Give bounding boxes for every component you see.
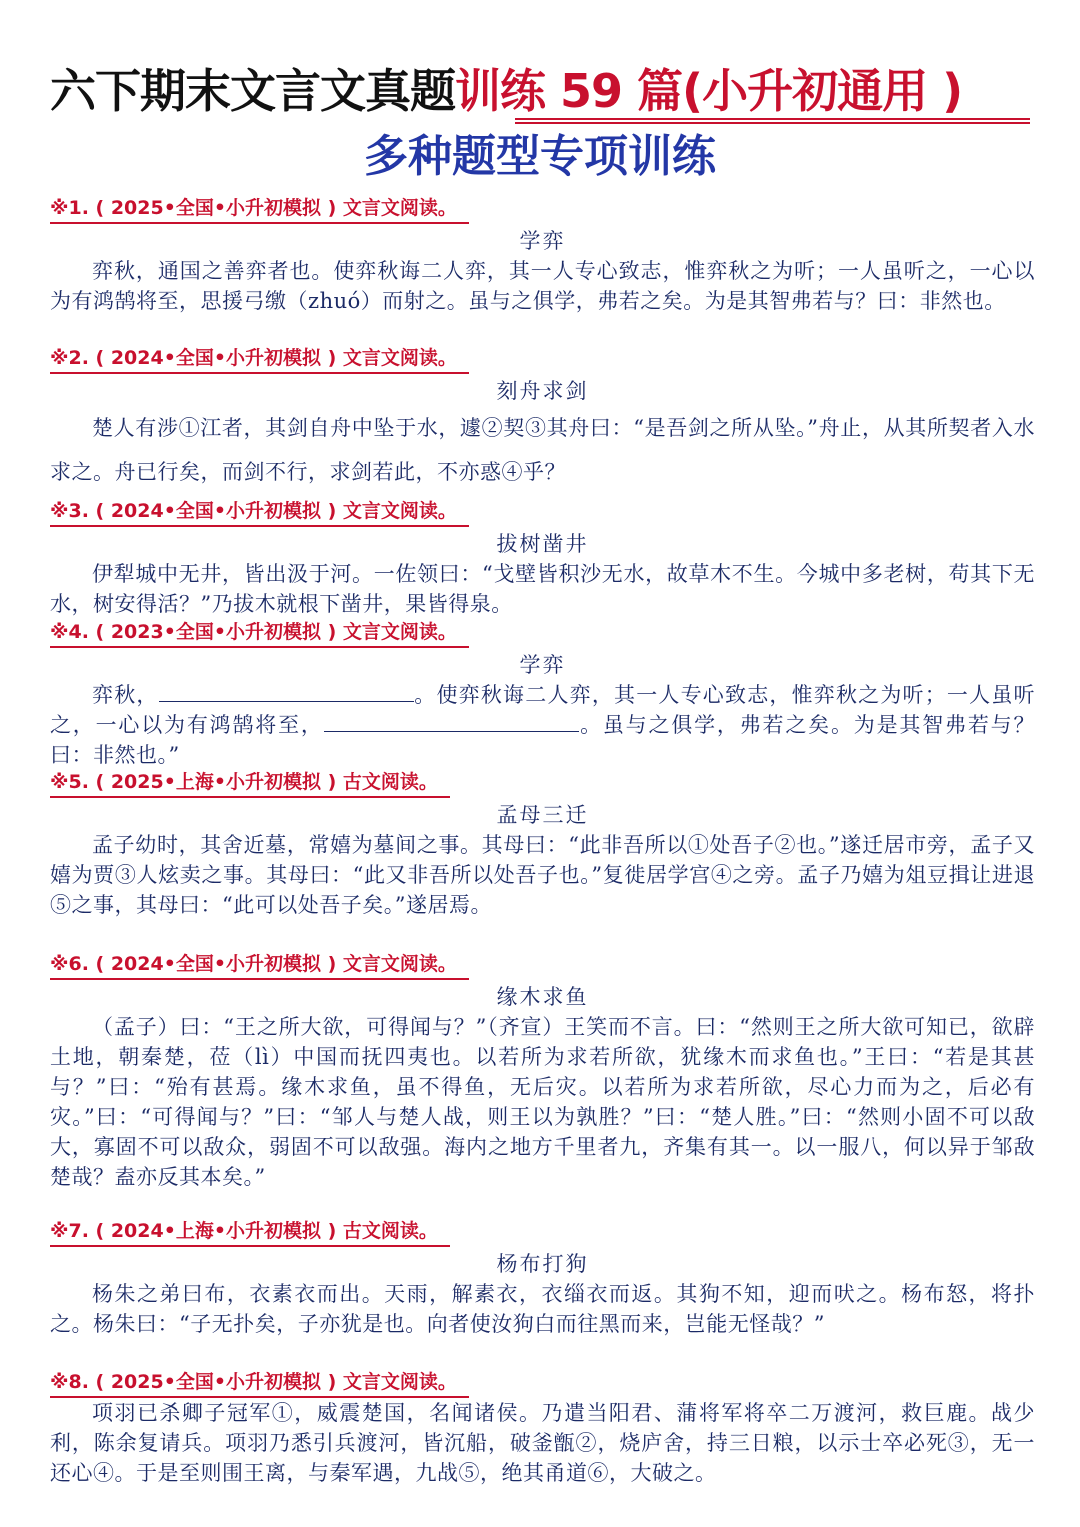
title-part-2: 训练 59 篇(小升初通用 ) — [455, 64, 963, 118]
section-heading: ※6. ( 2024•全国•小升初模拟 ) 文言文阅读。 — [50, 950, 469, 980]
passage-text: 楚人有涉①江者，其剑自舟中坠于水，遽②契③其舟曰：“是吾剑之所从坠。”舟止，从其所契者入水求之。舟已行矣，而剑不行，求剑若此，不亦惑④乎？ — [50, 416, 1035, 484]
passage-text: 杨朱之弟曰布，衣素衣而出。天雨，解素衣，衣缁衣而返。其狗不知，迎而吠之。杨布怒，将扑之。杨朱曰：“子无扑矣，子亦犹是也。向者使汝狗白而往黑而来，岂能无怪哉？” — [50, 1282, 1035, 1336]
section-6 — [50, 950, 1035, 1192]
passage-title: 学弈 — [519, 653, 566, 677]
section-heading: ※1. ( 2025•全国•小升初模拟 ) 文言文阅读。 — [50, 194, 469, 224]
passage-title: 学弈 — [519, 229, 566, 253]
passage-title: 刻舟求剑 — [496, 379, 589, 403]
passage-title: 缘木求鱼 — [496, 985, 589, 1009]
section-4 — [50, 618, 1035, 770]
passage-text-part-1: 弈秋， — [92, 683, 159, 707]
section-heading: ※4. ( 2023•全国•小升初模拟 ) 文言文阅读。 — [50, 618, 469, 648]
passage-text: 项羽已杀卿子冠军①，威震楚国，名闻诸侯。乃遣当阳君、蒲将军将卒二万渡河，救巨鹿。战少利，陈余复请兵。项羽乃悉引兵渡河，皆沉船，破釜甑②，烧庐舍，持三日粮，以示士卒必死③，无一还心④。于是至则围王离，与秦军遇，九战⑤，绝其甬道⑥，大破之。 — [50, 1401, 1035, 1485]
passage-title: 孟母三迁 — [496, 803, 589, 827]
fill-in-blank-1[interactable] — [159, 683, 414, 702]
section-8 — [50, 1368, 1035, 1488]
section-heading: ※2. ( 2024•全国•小升初模拟 ) 文言文阅读。 — [50, 344, 469, 374]
passage-text: （孟子）曰：“王之所大欲，可得闻与？”（齐宣）王笑而不言。曰：“然则王之所大欲可知已，欲辟土地，朝秦楚，莅（lì）中国而抚四夷也。以若所为求若所欲，犹缘木而求鱼也。”王曰：“若是其甚与？”曰：“殆有甚焉。缘木求鱼，虽不得鱼，无后灾。以若所为求若所欲，尽心力而为之，后必有灾。”曰：“可得闻与？”曰：“邹人与楚人战，则王以为孰胜？”曰：“楚人胜。”曰：“然则小固不可以敌大，寡固不可以敌众，弱固不可以敌强。海内之地方千里者九，齐集有其一。以一服八，何以异于邹敌楚哉？盍亦反其本矣。” — [50, 1015, 1035, 1189]
page-subtitle: 多种题型专项训练 — [364, 131, 716, 182]
passage-title: 杨布打狗 — [496, 1252, 589, 1276]
passage-text: 弈秋，通国之善弈者也。使弈秋诲二人弈，其一人专心致志，惟弈秋之为听；一人虽听之，一心以为有鸿鹄将至，思援弓缴（zhuó）而射之。虽与之俱学，弗若之矣。为是其智弗若与？曰：非然也。 — [50, 259, 1035, 313]
passage-title: 拔树凿井 — [496, 532, 589, 556]
section-heading: ※3. ( 2024•全国•小升初模拟 ) 文言文阅读。 — [50, 497, 469, 527]
passage-text: 孟子幼时，其舍近墓，常嬉为墓间之事。其母曰：“此非吾所以①处吾子②也。”遂迁居市旁，孟子又嬉为贾③人炫卖之事。其母曰：“此又非吾所以处吾子也。”复徙居学宫④之旁。孟子乃嬉为俎豆揖让进退⑤之事，其母曰：“此可以处吾子矣。”遂居焉。 — [50, 833, 1035, 917]
section-3 — [50, 497, 1035, 619]
section-1 — [50, 194, 1035, 316]
section-heading: ※8. ( 2025•全国•小升初模拟 ) 文言文阅读。 — [50, 1368, 469, 1398]
fill-in-blank-2[interactable] — [324, 713, 579, 732]
title-underline — [515, 118, 1030, 124]
passage-text: 伊犁城中无井，皆出汲于河。一佐领曰：“戈壁皆积沙无水，故草木不生。今城中多老树，苟其下无水，树安得活？”乃拔木就根下凿井，果皆得泉。 — [50, 562, 1035, 616]
passage-text-part-2: 。使弈秋诲二人弈，其一人专心致志，惟弈秋之为听；一人虽听之，一心以为有鸿鹄将至， — [50, 683, 1036, 737]
section-heading: ※7. ( 2024•上海•小升初模拟 ) 古文阅读。 — [50, 1217, 450, 1247]
section-5 — [50, 768, 1035, 920]
section-2 — [50, 344, 1035, 494]
passage-text — [50, 680, 1035, 770]
section-heading: ※5. ( 2025•上海•小升初模拟 ) 古文阅读。 — [50, 768, 450, 798]
passage-text-part-3: 。虽与之俱学，弗若之矣。为是其智弗若与？曰：非然也。” — [50, 713, 1035, 767]
page-title — [50, 60, 1050, 122]
title-part-1: 六下期末文言文真题 — [50, 64, 455, 118]
section-7 — [50, 1217, 1035, 1339]
